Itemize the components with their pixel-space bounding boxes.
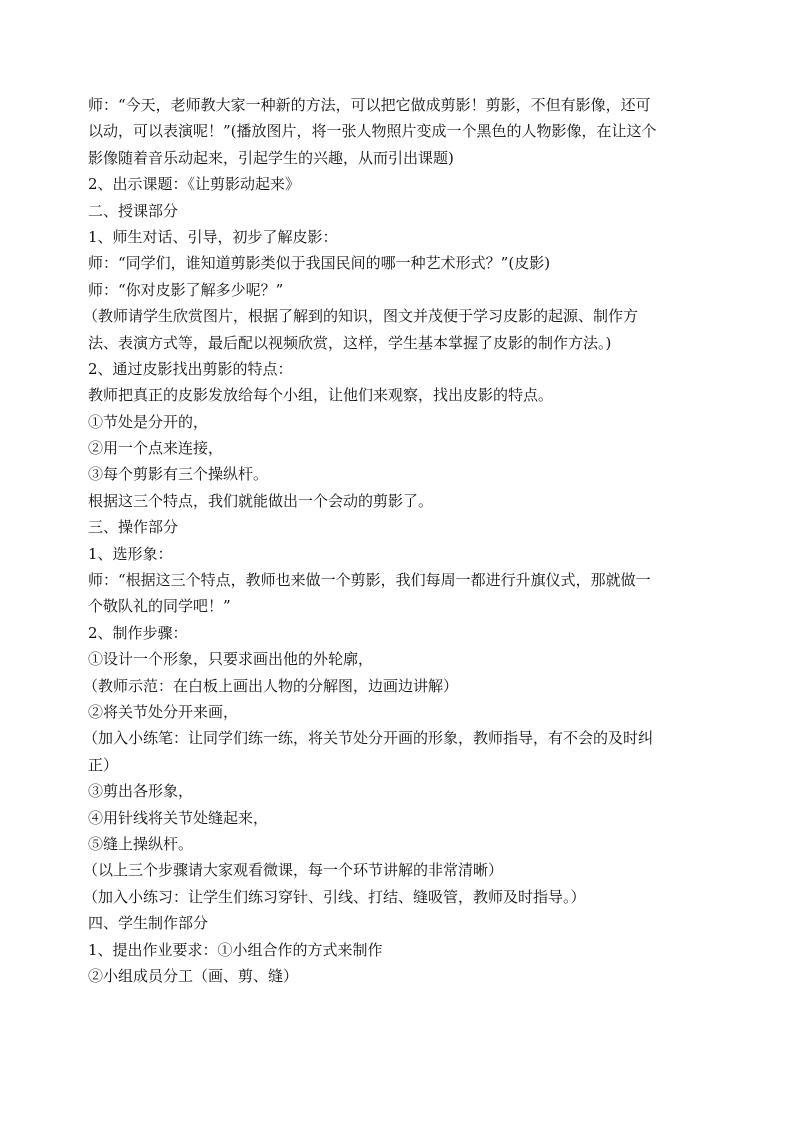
section-line: 1、提出作业要求：①小组合作的方式来制作 bbox=[88, 940, 383, 959]
document-body bbox=[83, 92, 704, 989]
list-item: ③剪出各形象， bbox=[88, 782, 194, 801]
text-line: （加入小练笔：让同学们练一练，将关节处分开画的形象，教师指导，有不会的及时纠 bbox=[83, 729, 654, 748]
text-line: 师：“今天，老师教大家一种新的方法，可以把它做成剪影！剪影，不但有影像，还可 bbox=[88, 96, 651, 114]
text-line: 根据这三个特点，我们就能做出一个会动的剪影了。 bbox=[88, 491, 434, 510]
list-item: ⑤缝上操纵杆。 bbox=[88, 834, 194, 853]
text-line: 师：“同学们，谁知道剪影类似于我国民间的哪一种艺术形式？”(皮影) bbox=[88, 254, 551, 273]
section-heading: 四、学生制作部分 bbox=[88, 914, 209, 933]
text-line: （以上三个步骤请大家观看微课，每一个环节讲解的非常清晰） bbox=[83, 861, 504, 880]
text-line: 师：“根据这三个特点，教师也来做一个剪影，我们每周一都进行升旗仪式，那就做一 bbox=[88, 571, 651, 590]
text-line: （加入小练习：让学生们练习穿针、引线、打结、缝吸管，教师及时指导。） bbox=[83, 887, 586, 906]
text-line: 个敬队礼的同学吧！” bbox=[88, 597, 231, 616]
section-line: 2、通过皮影找出剪影的特点： bbox=[88, 359, 293, 378]
text-line: （教师示范：在白板上画出人物的分解图，边画边讲解） bbox=[83, 676, 459, 695]
section-heading: 二、授课部分 bbox=[88, 201, 179, 220]
section-line: 1、师生对话、引导，初步了解皮影： bbox=[88, 227, 338, 246]
text-line: 法、表演方式等，最后配以视频欣赏，这样，学生基本掌握了皮影的制作方法。) bbox=[88, 333, 612, 352]
list-item: ①节处是分开的， bbox=[88, 412, 209, 431]
list-item: ①设计一个形象，只要求画出他的外轮廓， bbox=[88, 650, 374, 669]
text-line: 师：“你对皮影了解多少呢？” bbox=[88, 280, 284, 299]
list-item: ③每个剪影有三个操纵杆。 bbox=[88, 465, 269, 484]
section-heading: 三、操作部分 bbox=[88, 518, 179, 537]
section-line: 2、出示课题：《让剪影动起来》 bbox=[88, 175, 301, 194]
text-line: 正） bbox=[88, 755, 119, 774]
text-line: （教师请学生欣赏图片，根据了解到的知识，图文并茂便于学习皮影的起源、制作方 bbox=[83, 307, 639, 326]
list-item: ②用一个点来连接， bbox=[88, 439, 224, 458]
list-item: ④用针线将关节处缝起来， bbox=[88, 808, 269, 827]
list-item: ②小组成员分工（画、剪、缝） bbox=[88, 966, 299, 985]
list-item: ②将关节处分开来画， bbox=[88, 702, 239, 721]
text-line: 以动，可以表演呢！”(播放图片，将一张人物照片变成一个黑色的人物影像，在让这个 bbox=[88, 122, 657, 141]
text-line: 影像随着音乐动起来，引起学生的兴趣，从而引出课题) bbox=[88, 148, 454, 167]
section-line: 2、制作步骤： bbox=[88, 623, 188, 642]
text-line: 教师把真正的皮影发放给每个小组，让他们来观察，找出皮影的特点。 bbox=[88, 386, 554, 405]
section-line: 1、选形象： bbox=[88, 544, 173, 563]
